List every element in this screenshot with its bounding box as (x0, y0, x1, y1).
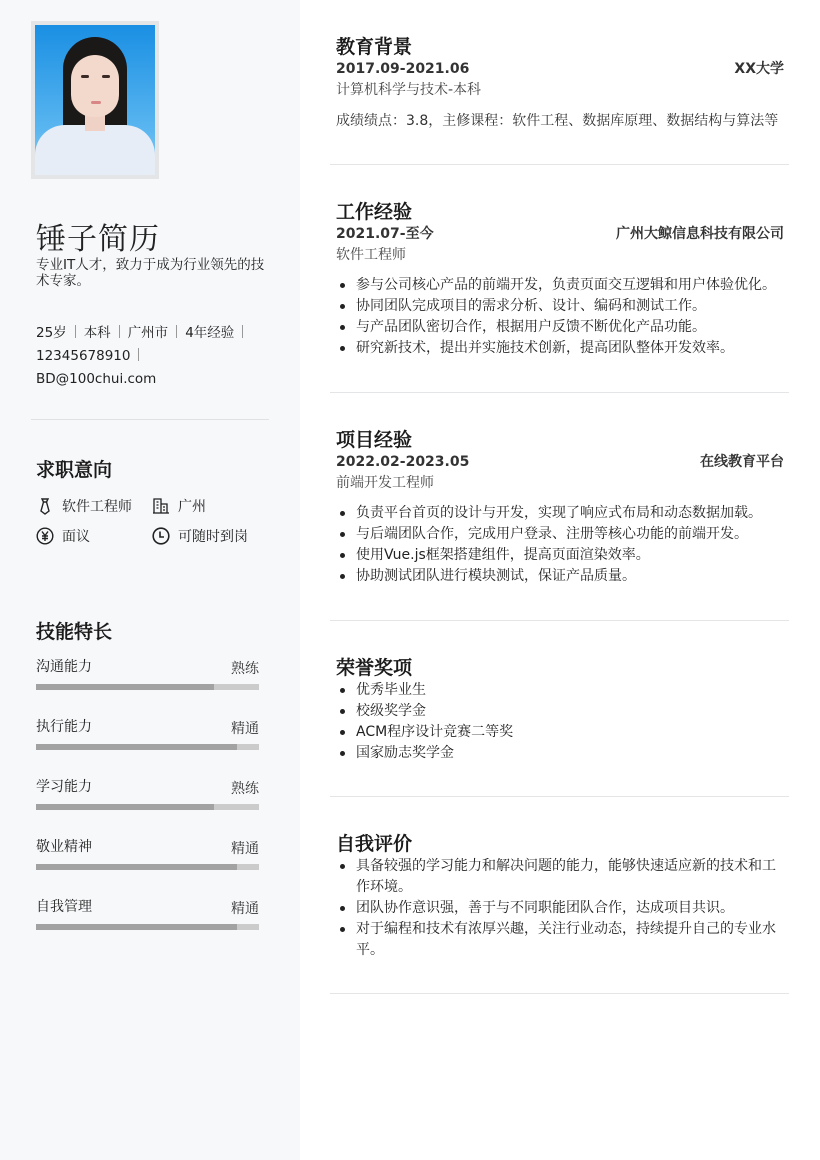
info-phone: 12345678910 (36, 348, 131, 364)
skill-item (36, 776, 259, 816)
sidebar-divider (31, 419, 269, 420)
clock-icon (152, 527, 170, 545)
separator (176, 325, 177, 338)
info-city: 广州市 (127, 325, 169, 341)
education-school: XX大学 (734, 61, 784, 77)
tagline: 专业IT人才，致力于成为行业领先的技术专家。 (36, 257, 265, 289)
skill-label: 执行能力 (36, 719, 92, 735)
section-divider (330, 392, 789, 393)
skill-label: 沟通能力 (36, 659, 92, 675)
section-divider (330, 620, 789, 621)
list-item: 协助测试团队进行模块测试，保证产品质量。 (336, 566, 784, 587)
work-date: 2021.07-至今 (336, 226, 434, 242)
sidebar (0, 0, 300, 1160)
list-item: 研究新技术，提出并实施技术创新，提高团队整体开发效率。 (336, 338, 784, 359)
list-item: 对于编程和技术有浓厚兴趣，关注行业动态，持续提升自己的专业水平。 (336, 919, 784, 961)
skill-bar (36, 684, 259, 690)
intent-availability (152, 524, 248, 548)
work-header (336, 224, 784, 244)
section-divider (330, 993, 789, 994)
education-detail: 成绩绩点：3.8，主修课程：软件工程、数据库原理、数据结构与算法等 (336, 113, 779, 129)
separator (242, 325, 243, 338)
yen-icon (36, 527, 54, 545)
skill-item (36, 896, 259, 936)
profile-photo (35, 25, 155, 175)
project-bullets (336, 503, 784, 587)
project-section (330, 428, 790, 587)
list-item: 校级奖学金 (336, 701, 784, 722)
education-section (330, 35, 790, 131)
skill-item (36, 836, 259, 876)
work-bullets (336, 275, 784, 359)
project-title: 项目经验 (336, 429, 413, 451)
skill-bar (36, 804, 259, 810)
info-age: 25岁 (36, 325, 67, 341)
work-company: 广州大鲸信息科技有限公司 (616, 226, 784, 242)
skill-item (36, 656, 259, 696)
education-major: 计算机科学与技术-本科 (336, 82, 482, 98)
skill-bar (36, 924, 259, 930)
info-email: BD@100chui.com (36, 371, 157, 387)
project-header (336, 452, 784, 472)
self-eval-bullets (336, 856, 784, 961)
intent-availability-label: 可随时到岗 (178, 529, 248, 545)
work-role: 软件工程师 (336, 247, 406, 263)
skill-bar (36, 744, 259, 750)
separator (138, 348, 139, 361)
info-experience: 4年经验 (185, 325, 235, 341)
honors-bullets (336, 680, 784, 764)
intent-salary (36, 524, 90, 548)
list-item: ACM程序设计竞赛二等奖 (336, 722, 784, 743)
building-icon (152, 497, 170, 515)
list-item: 优秀毕业生 (336, 680, 784, 701)
intent-city-label: 广州 (178, 499, 206, 515)
list-item: 与后端团队合作，完成用户登录、注册等核心功能的前端开发。 (336, 524, 784, 545)
honors-section (330, 656, 790, 764)
project-date: 2022.02-2023.05 (336, 454, 470, 470)
skill-level: 精通 (231, 721, 259, 737)
work-title: 工作经验 (336, 201, 413, 223)
skill-level: 熟练 (231, 661, 259, 677)
list-item: 具备较强的学习能力和解决问题的能力，能够快速适应新的技术和工作环境。 (336, 856, 784, 898)
education-header (336, 59, 784, 79)
list-item: 协同团队完成项目的需求分析、设计、编码和测试工作。 (336, 296, 784, 317)
honors-title: 荣誉奖项 (336, 657, 413, 679)
skill-level: 精通 (231, 841, 259, 857)
project-role: 前端开发工程师 (336, 475, 434, 491)
skill-label: 自我管理 (36, 899, 92, 915)
list-item: 与产品团队密切合作，根据用户反馈不断优化产品功能。 (336, 317, 784, 338)
project-name: 在线教育平台 (700, 454, 784, 470)
skill-level: 精通 (231, 901, 259, 917)
list-item: 团队协作意识强，善于与不同职能团队合作，达成项目共识。 (336, 898, 784, 919)
skills-title: 技能特长 (36, 621, 113, 643)
skill-bar (36, 864, 259, 870)
self-eval-title: 自我评价 (336, 833, 413, 855)
section-divider (330, 164, 789, 165)
separator (75, 325, 76, 338)
skill-label: 学习能力 (36, 779, 92, 795)
work-section (330, 200, 790, 359)
info-degree: 本科 (83, 325, 111, 341)
section-divider (330, 796, 789, 797)
list-item: 参与公司核心产品的前端开发，负责页面交互逻辑和用户体验优化。 (336, 275, 784, 296)
intent-salary-label: 面议 (62, 529, 90, 545)
self-eval-section (330, 832, 790, 961)
tie-icon (36, 497, 54, 515)
intent-city (152, 494, 206, 518)
intent-position-label: 软件工程师 (62, 499, 132, 515)
resume-name: 锤子简历 (36, 222, 160, 257)
skill-level: 熟练 (231, 781, 259, 797)
education-date: 2017.09-2021.06 (336, 61, 470, 77)
skill-label: 敬业精神 (36, 839, 92, 855)
skill-item (36, 716, 259, 756)
personal-info (36, 322, 276, 391)
profile-photo-frame (31, 21, 159, 179)
list-item: 国家励志奖学金 (336, 743, 784, 764)
job-intent-title: 求职意向 (36, 459, 113, 481)
list-item: 负责平台首页的设计与开发，实现了响应式布局和动态数据加载。 (336, 503, 784, 524)
intent-position (36, 494, 132, 518)
list-item: 使用Vue.js框架搭建组件，提高页面渲染效率。 (336, 545, 784, 566)
education-title: 教育背景 (336, 36, 413, 58)
separator (119, 325, 120, 338)
